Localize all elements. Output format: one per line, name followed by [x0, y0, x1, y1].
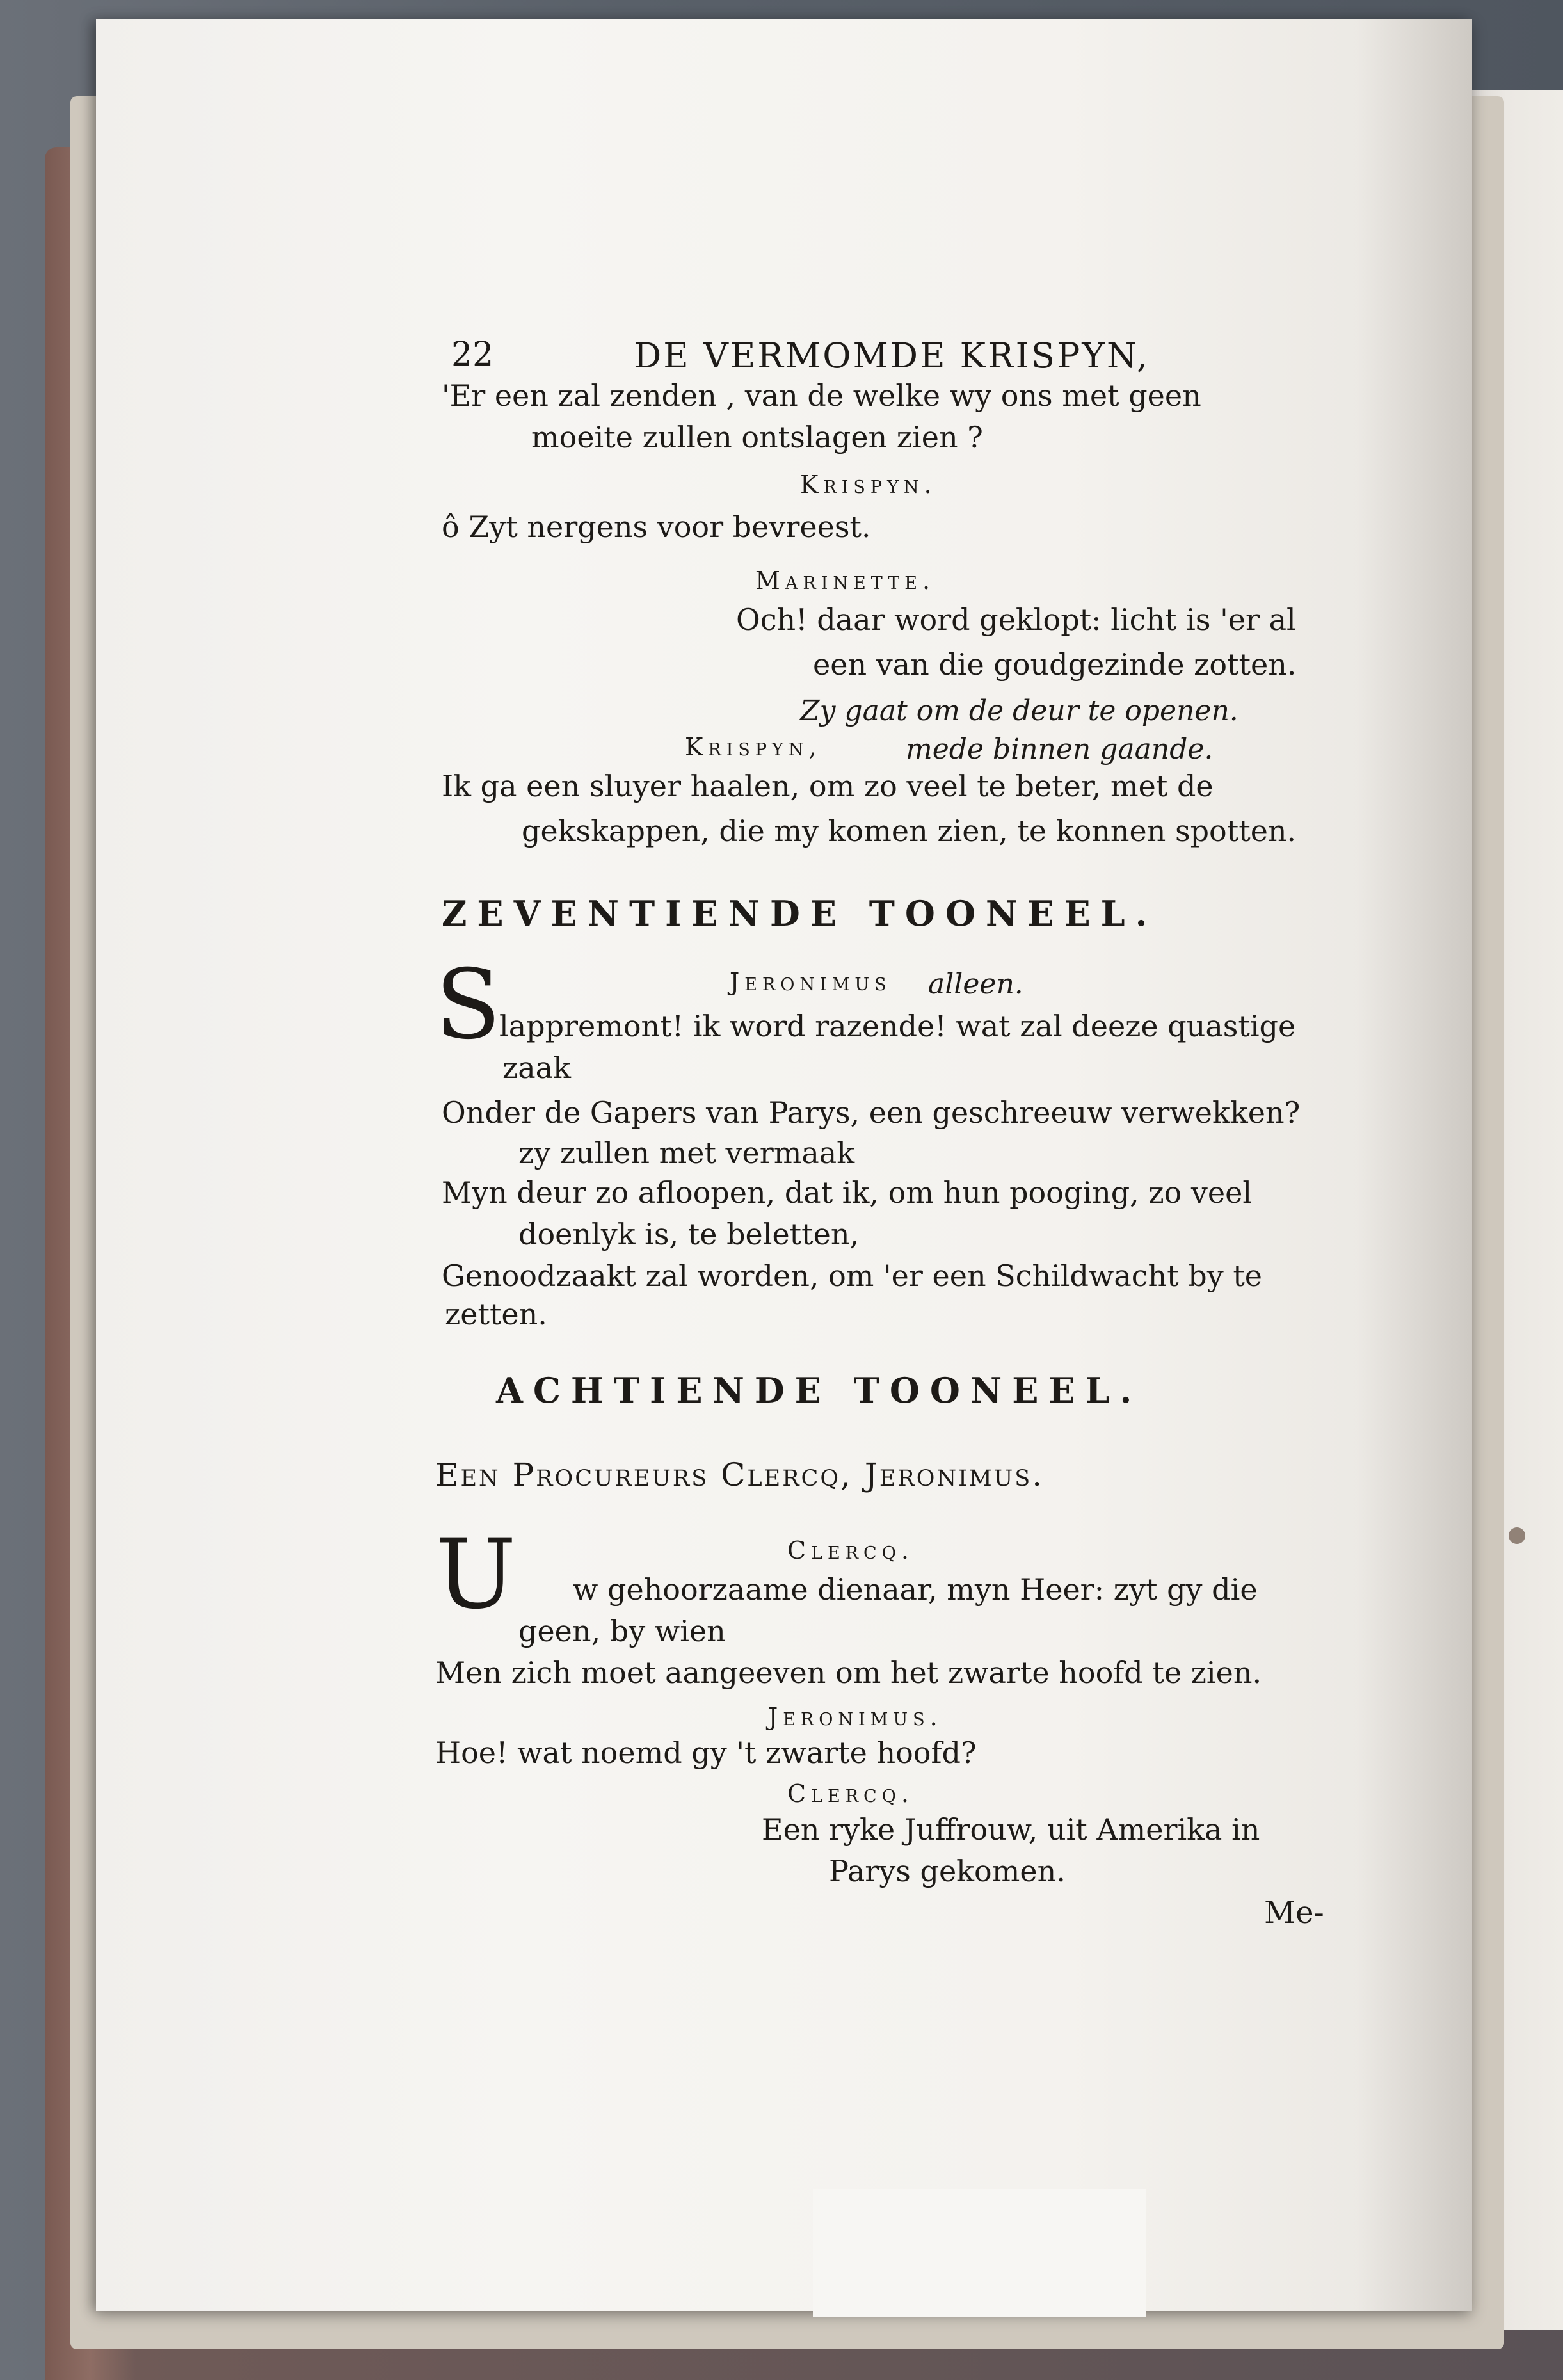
scene-heading: ZEVENTIENDE TOONEEL.	[442, 893, 1158, 934]
text-line: geen, by wien	[518, 1614, 726, 1648]
text-line: Een ryke Juffrouw, uit Amerika in	[762, 1812, 1260, 1847]
speaker-name: Jeronimus.	[768, 1703, 943, 1731]
stage-direction: alleen.	[928, 968, 1023, 1001]
text-line: w gehoorzaame dienaar, myn Heer: zyt gy die	[573, 1572, 1258, 1607]
gutter-shadow	[1357, 19, 1472, 2311]
speaker-name: Marinette.	[755, 567, 936, 595]
scene-heading: ACHTIENDE TOONEEL.	[496, 1370, 1142, 1411]
text-line: Hoe! wat noemd gy 't zwarte hoofd?	[435, 1735, 977, 1770]
text-line: zetten.	[445, 1297, 547, 1331]
text-line: Onder de Gapers van Parys, een geschreeuw verwekken?	[442, 1095, 1301, 1130]
text-line: zaak	[502, 1050, 571, 1085]
text-line: gekskappen, die my komen zien, te konnen spotten.	[522, 814, 1297, 848]
text-line: Men zich moet aangeeven om het zwarte hoofd te zien.	[435, 1655, 1262, 1690]
stage-direction: Zy gaat om de deur te openen.	[800, 695, 1238, 727]
drop-cap: U	[435, 1519, 517, 1630]
text-line: Ik ga een sluyer haalen, om zo veel te beter, met de	[442, 769, 1214, 803]
drop-cap: S	[435, 949, 501, 1061]
ink-stain	[1509, 1527, 1525, 1544]
speaker-name: Krispyn.	[800, 470, 937, 499]
text-line: doenlyk is, te beletten,	[518, 1217, 860, 1251]
book-page	[96, 19, 1472, 2311]
speaker-name: Jeronimus	[730, 968, 892, 996]
paper-patch	[813, 2189, 1146, 2317]
stage-direction: mede binnen gaande.	[906, 733, 1214, 766]
text-line: 'Er een zal zenden , van de welke wy ons met geen	[442, 378, 1201, 413]
page-number: 22	[451, 335, 494, 374]
text-line: zy zullen met vermaak	[518, 1136, 855, 1170]
speaker-name: Clercq.	[787, 1536, 914, 1564]
text-line: Myn deur zo afloopen, dat ik, om hun pooging, zo veel	[442, 1175, 1253, 1210]
dramatis-personae: Een Procureurs Clercq, Jeronimus.	[435, 1456, 1045, 1493]
text-line: ô Zyt nergens voor bevreest.	[442, 510, 871, 544]
text-line: Och! daar word geklopt: licht is 'er al	[736, 602, 1296, 637]
text-line: lappremont! ik word razende! wat zal deeze quastige	[499, 1009, 1296, 1043]
running-title: DE VERMOMDE KRISPYN,	[634, 335, 1150, 376]
text-line: moeite zullen ontslagen zien ?	[531, 420, 983, 454]
text-line: Genoodzaakt zal worden, om 'er een Schildwacht by te	[442, 1258, 1263, 1293]
speaker-name: Clercq.	[787, 1780, 914, 1808]
text-line: een van die goudgezinde zotten.	[813, 647, 1297, 682]
text-line: Parys gekomen.	[829, 1854, 1066, 1888]
speaker-name: Krispyn,	[685, 733, 822, 761]
catchword: Me-	[1264, 1895, 1324, 1931]
